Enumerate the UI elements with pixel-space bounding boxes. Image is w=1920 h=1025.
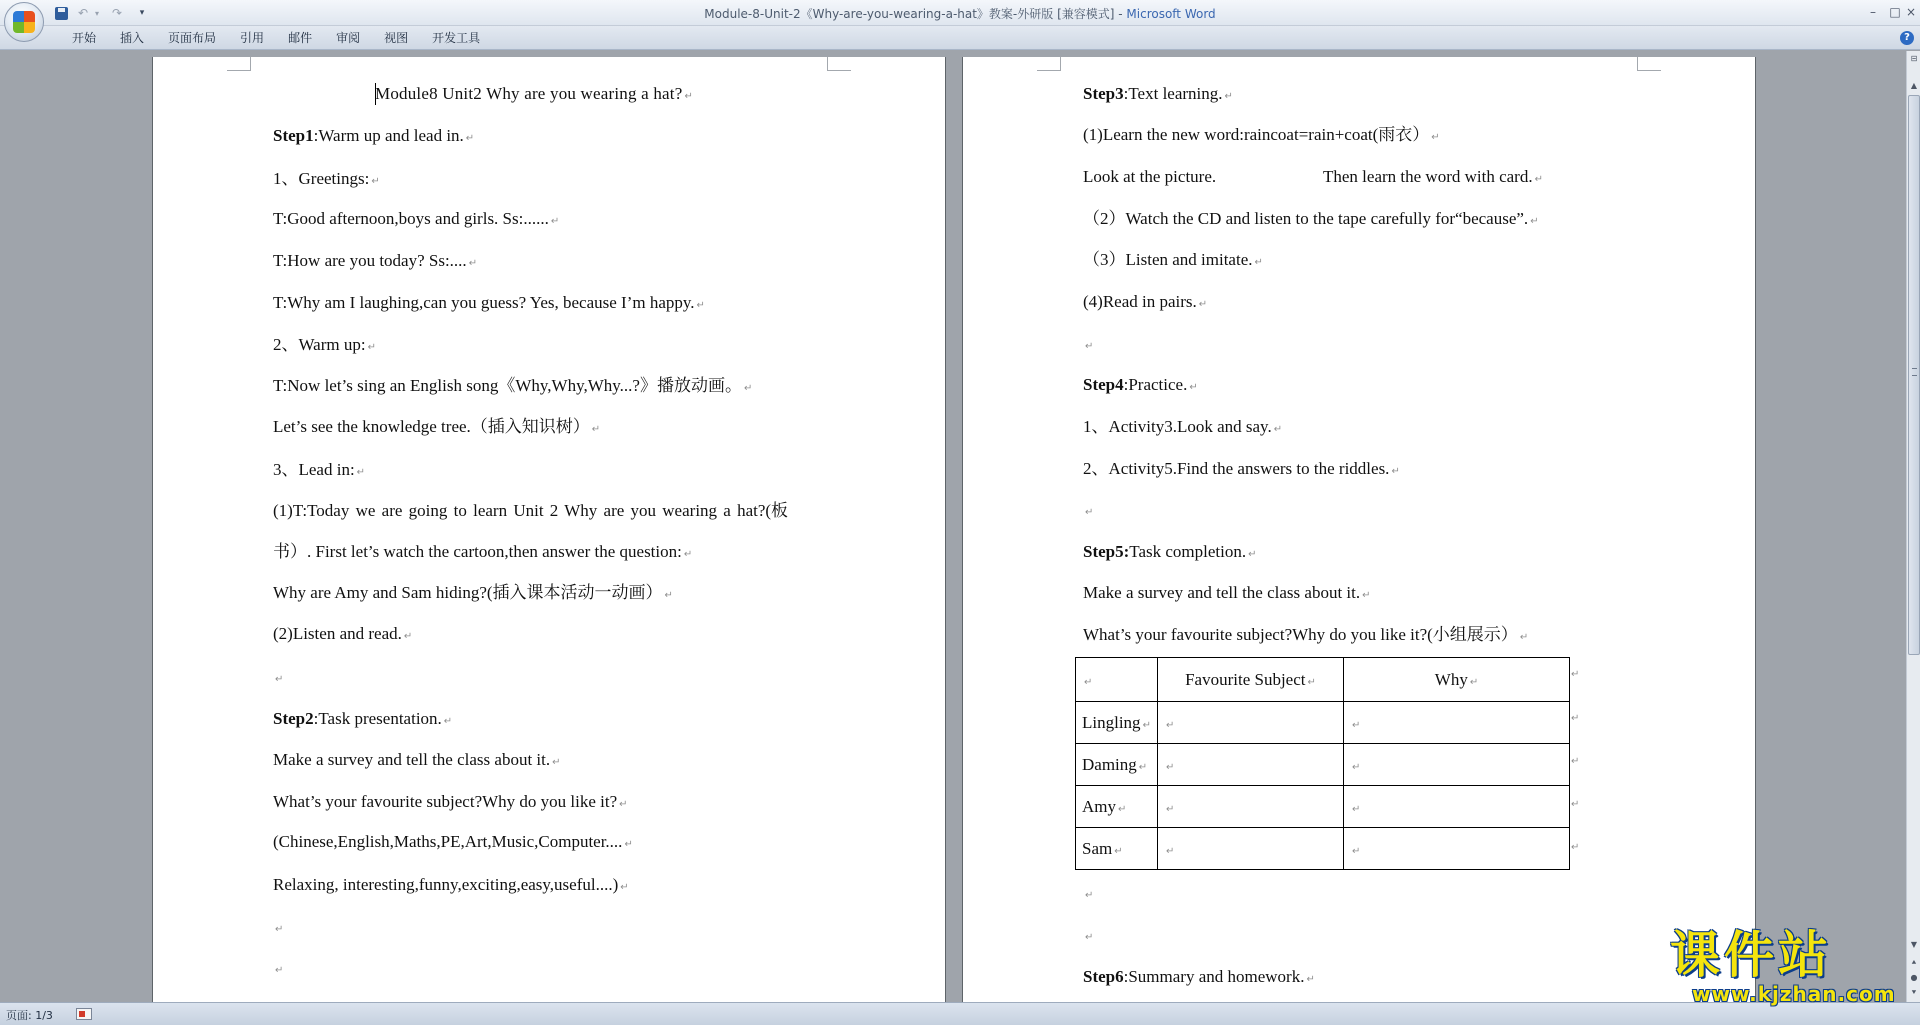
- empty-paragraph: ↵: [275, 924, 284, 935]
- tab-review[interactable]: 审阅: [336, 31, 361, 45]
- maximize-button[interactable]: □: [1889, 5, 1901, 19]
- crop-mark: [1037, 57, 1061, 71]
- look-picture-line: Look at the picture.: [1083, 167, 1217, 186]
- tab-mailings[interactable]: 邮件: [288, 31, 313, 45]
- app-name: Microsoft Word: [1126, 7, 1216, 21]
- row-end-mark: ↵: [1571, 799, 1580, 810]
- activity3-line: 1、Activity3.Look and say. ↵: [1083, 417, 1283, 436]
- watermark: [1664, 928, 1910, 1008]
- table-cell[interactable]: Lingling ↵: [1076, 702, 1158, 744]
- greetings-line: 1、Greetings: ↵: [273, 169, 380, 188]
- teacher-line-1: T:Good afternoon,boys and girls. Ss:...... ↵: [273, 209, 560, 228]
- table-cell[interactable]: ↵: [1158, 786, 1344, 828]
- scroll-up-button[interactable]: ▲: [1910, 81, 1918, 90]
- activity5-line: 2、Activity5.Find the answers to the riddles. ↵: [1083, 459, 1400, 478]
- tab-view[interactable]: 视图: [384, 31, 409, 45]
- table-row: [1076, 702, 1570, 744]
- tab-home[interactable]: 开始: [72, 31, 97, 45]
- table-cell[interactable]: ↵: [1344, 744, 1570, 786]
- teacher-line-2: T:How are you today? Ss:.... ↵: [273, 251, 478, 270]
- table-cell[interactable]: Amy ↵: [1076, 786, 1158, 828]
- watermark-url: www.kjzhan.com: [1692, 982, 1896, 1006]
- crop-mark: [827, 57, 851, 71]
- document-page-1[interactable]: [152, 57, 946, 1002]
- listen-read-line: (2)Listen and read. ↵: [273, 624, 413, 643]
- document-name: Module-8-Unit-2《Why-are-you-wearing-a-hat》教案-外研版 [兼容模式] -: [704, 7, 1127, 21]
- watch-cd-line: （2）Watch the CD and listen to the tape carefully for“because”. ↵: [1083, 209, 1539, 228]
- read-pairs-line: (4)Read in pairs. ↵: [1083, 292, 1208, 311]
- browse-object-button[interactable]: ●: [1910, 973, 1918, 982]
- empty-paragraph: ↵: [1085, 341, 1094, 352]
- lead-in-paragraph-2: 书）. First let’s watch the cartoon,then answer the question: ↵: [273, 542, 693, 561]
- adjectives-line: Relaxing, interesting,funny,exciting,easy,useful....) ↵: [273, 875, 629, 894]
- empty-paragraph: ↵: [275, 674, 284, 685]
- table-header-cell[interactable]: Favourite Subject ↵: [1158, 658, 1344, 702]
- document-page-2[interactable]: [962, 57, 1756, 1002]
- table-cell[interactable]: ↵: [1158, 702, 1344, 744]
- step1-heading: Step1:Warm up and lead in. ↵: [273, 126, 475, 145]
- listen-imitate-line: （3）Listen and imitate. ↵: [1083, 250, 1263, 269]
- redo-button[interactable]: ↷: [111, 6, 123, 20]
- step2-heading: Step2:Task presentation. ↵: [273, 709, 453, 728]
- table-cell[interactable]: ↵: [1344, 702, 1570, 744]
- word-card-line: Then learn the word with card. ↵: [1323, 167, 1543, 186]
- table-header-row: [1076, 658, 1570, 702]
- survey-line: Make a survey and tell the class about it. ↵: [1083, 583, 1371, 602]
- watermark-logo-text: 课件站: [1670, 926, 1832, 984]
- row-end-mark: ↵: [1571, 713, 1580, 724]
- window-title: [0, 5, 1920, 22]
- table-cell[interactable]: ↵: [1344, 828, 1570, 870]
- table-row: [1076, 744, 1570, 786]
- crop-mark: [227, 57, 251, 71]
- page-count-status[interactable]: 页面: 1/3: [6, 1009, 53, 1022]
- tab-references[interactable]: 引用: [240, 31, 265, 45]
- table-cell[interactable]: ↵: [1158, 828, 1344, 870]
- step5-heading: Step5:Task completion. ↵: [1083, 542, 1257, 561]
- tab-page-layout[interactable]: 页面布局: [168, 31, 217, 45]
- undo-button[interactable]: ↶: [77, 6, 89, 20]
- lead-in-paragraph-1: (1)T:Today we are going to learn Unit 2 Why are you wearing a hat?(板: [273, 501, 789, 520]
- undo-dropdown-button[interactable]: ▾: [94, 8, 99, 18]
- step4-heading: Step4:Practice. ↵: [1083, 375, 1198, 394]
- table-cell[interactable]: Sam ↵: [1076, 828, 1158, 870]
- empty-paragraph: ↵: [1085, 507, 1094, 518]
- teacher-line-3: T:Why am I laughing,can you guess? Yes, because I’m happy. ↵: [273, 293, 705, 312]
- step6-heading: Step6:Summary and homework. ↵: [1083, 967, 1315, 986]
- hiding-question-line: Why are Amy and Sam hiding?(插入课本活动一动画） ↵: [273, 583, 673, 602]
- table-row: [1076, 786, 1570, 828]
- row-end-mark: ↵: [1571, 756, 1580, 767]
- table-header-cell[interactable]: Why ↵: [1344, 658, 1570, 702]
- scroll-down-button[interactable]: ▼: [1910, 940, 1918, 949]
- ribbon-tab-bar: [0, 26, 1920, 50]
- tab-developer[interactable]: 开发工具: [432, 31, 481, 45]
- crop-mark: [1637, 57, 1661, 71]
- ribbon-tabs: [60, 30, 492, 46]
- view-ruler-button[interactable]: ⊟: [1910, 54, 1918, 63]
- document-title: Module8 Unit2 Why are you wearing a hat? ↵: [375, 84, 694, 103]
- warm-up-line: 2、Warm up: ↵: [273, 335, 376, 354]
- office-logo-icon: [13, 11, 35, 33]
- step3-heading: Step3:Text learning. ↵: [1083, 84, 1233, 103]
- minimize-button[interactable]: –: [1870, 5, 1876, 19]
- table-header-cell[interactable]: ↵: [1076, 658, 1158, 702]
- tab-insert[interactable]: 插入: [120, 31, 145, 45]
- macro-record-icon[interactable]: [76, 1008, 92, 1020]
- table-row: [1076, 828, 1570, 870]
- table-cell[interactable]: ↵: [1158, 744, 1344, 786]
- empty-paragraph: ↵: [1085, 932, 1094, 943]
- row-end-mark: ↵: [1571, 842, 1580, 853]
- vertical-scrollbar[interactable]: [1906, 51, 1920, 1002]
- new-word-line: (1)Learn the new word:raincoat=rain+coat(雨衣） ↵: [1083, 125, 1440, 144]
- survey-table[interactable]: [1075, 657, 1570, 870]
- office-button[interactable]: [4, 2, 44, 42]
- knowledge-tree-line: Let’s see the knowledge tree.（插入知识树） ↵: [273, 417, 601, 436]
- survey-line: Make a survey and tell the class about it. ↵: [273, 750, 561, 769]
- status-bar: [0, 1002, 1920, 1025]
- document-area[interactable]: [0, 51, 1906, 1002]
- song-line: T:Now let’s sing an English song《Why,Why,Why...?》播放动画。 ↵: [273, 376, 753, 395]
- table-cell[interactable]: Daming ↵: [1076, 744, 1158, 786]
- subjects-line: (Chinese,English,Maths,PE,Art,Music,Computer.... ↵: [273, 832, 633, 851]
- empty-paragraph: ↵: [275, 965, 284, 976]
- next-page-button[interactable]: ⯆: [1910, 988, 1918, 997]
- favourite-subject-line: What’s your favourite subject?Why do you like it?(小组展示） ↵: [1083, 625, 1529, 644]
- customize-toolbar-button[interactable]: ▾: [139, 8, 145, 18]
- table-cell[interactable]: ↵: [1344, 786, 1570, 828]
- previous-page-button[interactable]: ⯅: [1910, 958, 1918, 967]
- title-bar: [0, 0, 1920, 26]
- scroll-thumb[interactable]: [1908, 95, 1920, 655]
- row-end-mark: ↵: [1571, 669, 1580, 680]
- favourite-subject-line: What’s your favourite subject?Why do you like it? ↵: [273, 792, 628, 811]
- help-icon[interactable]: ?: [1900, 31, 1914, 45]
- lead-in-line: 3、Lead in: ↵: [273, 460, 366, 479]
- empty-paragraph: ↵: [1085, 890, 1094, 901]
- close-button[interactable]: ×: [1905, 5, 1917, 19]
